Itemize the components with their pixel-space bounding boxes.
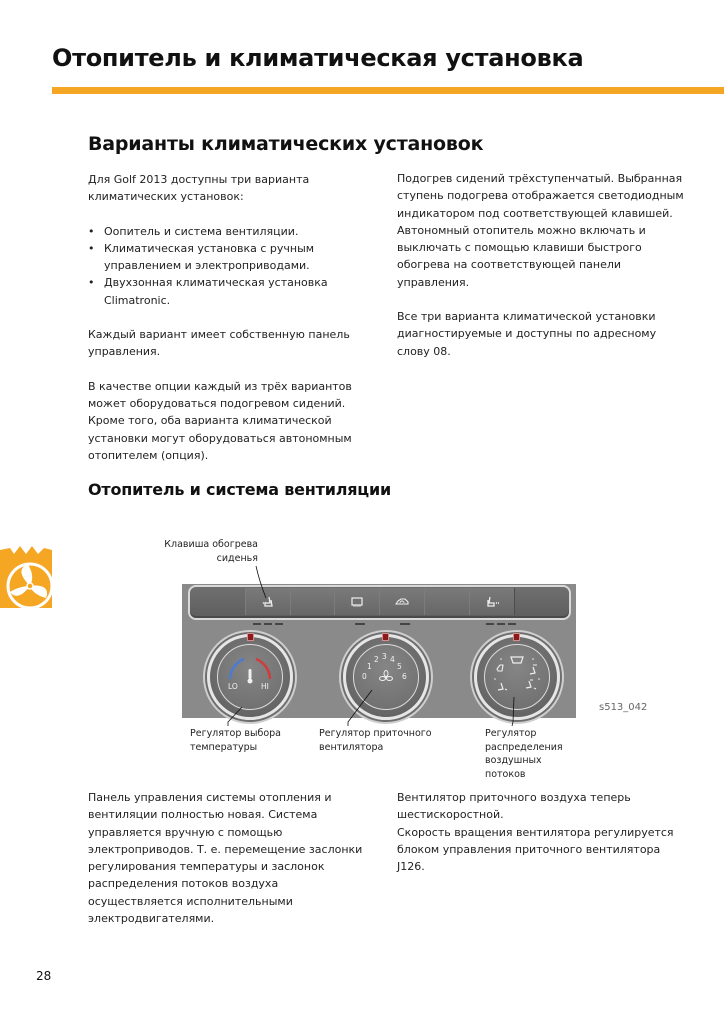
- recirculation-button[interactable]: [379, 588, 425, 615]
- temperature-scale: [210, 637, 290, 717]
- fan-speed-label: 0: [362, 672, 367, 681]
- page-number: 28: [36, 969, 52, 983]
- led-indicator: [264, 623, 272, 625]
- callout-air-distribution-knob: Регулятор распределения воздушных потоков: [485, 728, 563, 780]
- subsection-title: Отопитель и система вентиляции: [88, 480, 391, 499]
- callout-seat-heating-key: Клавиша обогрева сиденья: [164, 539, 258, 564]
- intro-paragraph: Для Golf 2013 доступны три варианта климатических установок:: [88, 173, 310, 204]
- paragraph: Подогрев сидений трёхступенчатый. Выбранная ступень подогрева отображается светодиодным индикатором под соответствующей клавишей. Автономный отопитель можно включать и выключать с помощью клавиши быстрого обогрева на соответствующей панели управления.: [397, 172, 684, 289]
- paragraph: Скорость вращения вентилятора регулируется блоком управления приточного вентилятора J126.: [397, 825, 674, 874]
- seat-heating-icon: [261, 596, 275, 608]
- blank-button[interactable]: [290, 588, 335, 615]
- recirculation-icon: [395, 596, 409, 608]
- led-indicator: [253, 623, 261, 625]
- blank-button[interactable]: [424, 588, 470, 615]
- list-item: • Оопитель и система вентиляции.: [88, 223, 373, 240]
- paragraph: Вентилятор приточного воздуха теперь шестискоростной.: [397, 791, 631, 822]
- temperature-knob[interactable]: [207, 634, 293, 720]
- face-vent-icon: [530, 665, 537, 674]
- callout-temperature-knob: Регулятор выбора температуры: [190, 728, 281, 753]
- temp-low-label: LO: [228, 682, 238, 691]
- variants-list: [88, 223, 373, 309]
- fan-speed-label: 5: [397, 662, 402, 671]
- fan-speed-label: 3: [382, 652, 387, 661]
- led-indicator: [508, 623, 516, 625]
- fan-speed-knob[interactable]: [343, 634, 429, 720]
- rear-defrost-button[interactable]: [334, 588, 380, 615]
- rear-defrost-icon: [350, 596, 364, 608]
- button-strip: [188, 585, 571, 620]
- paragraph: Панель управления системы отопления и вентиляции полностью новая. Система управляется вручную с помощью электроприводов. Т. е. перемещение заслонки регулирования температуры и заслонок распределения потоков воздуха осуществляется исполнительными электродвигателями.: [88, 791, 363, 926]
- seat-heating-icon: [485, 596, 499, 608]
- chapter-rule: [52, 87, 724, 94]
- led-indicator: [275, 623, 283, 625]
- air-distribution-knob[interactable]: [474, 634, 560, 720]
- led-indicator: [400, 623, 410, 625]
- section1-left-column: [88, 171, 373, 464]
- seat-heating-left-button[interactable]: [245, 588, 291, 615]
- footwell-icon: [498, 683, 507, 690]
- chapter-title: Отопитель и климатическая установка: [52, 44, 584, 72]
- defrost-face-icon: [497, 665, 503, 671]
- fan-speed-label: 6: [402, 672, 407, 681]
- callout-fan-knob: Регулятор приточного вентилятора: [319, 728, 432, 753]
- windshield-icon: [511, 657, 523, 663]
- knob-position-marker: [382, 633, 389, 641]
- temp-high-label: HI: [261, 682, 269, 691]
- figure-id: s513_042: [599, 702, 648, 713]
- led-indicator: [355, 623, 365, 625]
- led-indicator: [486, 623, 494, 625]
- face-footwell-icon: [526, 680, 536, 689]
- paragraph: Все три варианта климатической установки диагностируемые и доступны по адресному слову 08.: [397, 310, 657, 358]
- paragraph: Каждый вариант имеет собственную панель управления.: [88, 328, 350, 359]
- paragraph: В качестве опции каждый из трёх вариантов может оборудоваться подогревом сидений. Кроме того, оба варианта климатической установки могут оборудоваться автономным отопителем (опция).: [88, 379, 352, 462]
- section-title: Варианты климатических установок: [88, 133, 484, 155]
- thermometer-icon: [248, 669, 253, 684]
- knob-position-marker: [513, 633, 520, 641]
- knob-position-marker: [247, 633, 254, 641]
- fan-speed-label: 2: [374, 655, 379, 664]
- fan-speed-label: 1: [367, 662, 372, 671]
- seat-heating-right-button[interactable]: [469, 588, 515, 615]
- climate-chapter-icon: [0, 546, 52, 608]
- section2-right-column: [397, 789, 687, 875]
- fan-icon: [379, 670, 393, 684]
- list-item: • Климатическая установка с ручным управлением и электроприводами.: [88, 240, 373, 275]
- led-indicator: [497, 623, 505, 625]
- fan-speed-label: 4: [390, 655, 395, 664]
- list-item: • Двухзонная климатическая установка Climatronic.: [88, 274, 373, 309]
- section1-right-column: [397, 170, 687, 360]
- section2-left-column: [88, 789, 373, 927]
